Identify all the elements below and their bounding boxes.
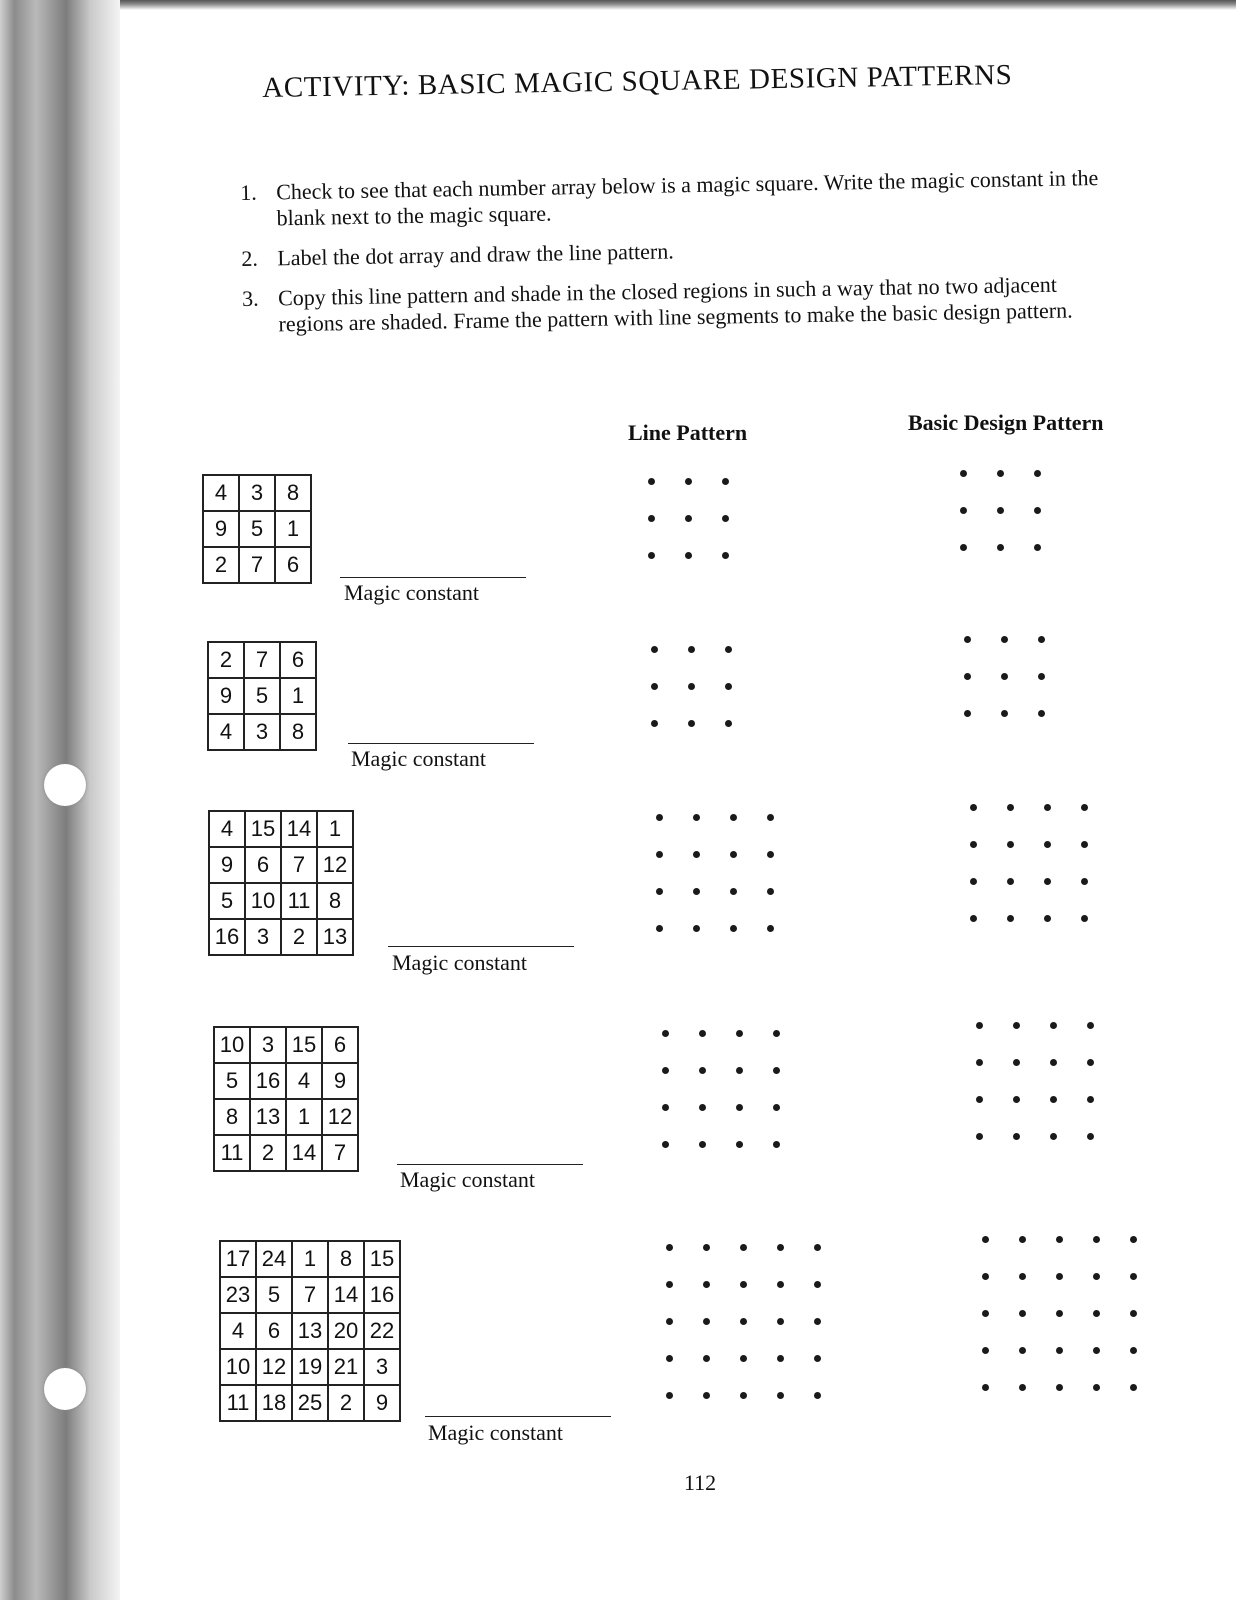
grid-dot [666, 1355, 673, 1362]
magic-square-cell: 12 [322, 1099, 358, 1135]
magic-square-cell: 15 [286, 1027, 322, 1063]
grid-dot [814, 1244, 821, 1251]
magic-square-cell: 8 [275, 475, 311, 511]
grid-dot [960, 544, 967, 551]
grid-dot [1019, 1347, 1026, 1354]
magic-square-cell: 2 [328, 1385, 364, 1421]
grid-dot [693, 851, 700, 858]
magic-constant-label: Magic constant [344, 580, 480, 605]
grid-dot [1038, 673, 1045, 680]
grid-dot [740, 1355, 747, 1362]
grid-dot [699, 1030, 706, 1037]
grid-dot [773, 1030, 780, 1037]
magic-square-cell: 6 [256, 1313, 292, 1349]
magic-square-cell: 1 [286, 1099, 322, 1135]
grid-dot [699, 1067, 706, 1074]
grid-dot [1093, 1236, 1100, 1243]
grid-dot [1007, 878, 1014, 885]
magic-square-cell: 8 [317, 883, 353, 919]
instruction-number: 2. [241, 245, 259, 271]
magic-square-cell: 5 [239, 511, 275, 547]
grid-dot [1001, 673, 1008, 680]
grid-dot [651, 646, 658, 653]
punch-hole [44, 1368, 86, 1410]
magic-square-row [208, 714, 316, 750]
line-pattern-header: Line Pattern [628, 420, 748, 445]
magic-constant-blank[interactable] [397, 1164, 583, 1165]
grid-dot [997, 544, 1004, 551]
grid-dot [814, 1355, 821, 1362]
grid-dot [1044, 841, 1051, 848]
grid-dot [960, 470, 967, 477]
grid-dot [656, 888, 663, 895]
magic-square-cell: 6 [280, 642, 316, 678]
grid-dot [1081, 841, 1088, 848]
magic-square-row [208, 642, 316, 678]
instruction-item [241, 231, 1101, 272]
grid-dot [1044, 804, 1051, 811]
grid-dot [725, 646, 732, 653]
grid-dot [1081, 915, 1088, 922]
magic-square-cell: 1 [275, 511, 311, 547]
grid-dot [730, 925, 737, 932]
instruction-text: Label the dot array and draw the line pattern. [277, 238, 674, 271]
magic-square-cell: 10 [245, 883, 281, 919]
page-title: ACTIVITY: BASIC MAGIC SQUARE DESIGN PATTERNS [262, 58, 1013, 104]
grid-dot [1130, 1273, 1137, 1280]
grid-dot [982, 1347, 989, 1354]
magic-square-row [203, 511, 311, 547]
grid-dot [685, 552, 692, 559]
grid-dot [648, 515, 655, 522]
magic-constant-blank[interactable] [340, 577, 526, 578]
grid-dot [699, 1104, 706, 1111]
magic-square-cell: 18 [256, 1385, 292, 1421]
grid-dot [976, 1133, 983, 1140]
grid-dot [1056, 1384, 1063, 1391]
grid-dot [982, 1384, 989, 1391]
grid-dot [982, 1273, 989, 1280]
magic-square-cell: 7 [244, 642, 280, 678]
magic-square-cell: 24 [256, 1241, 292, 1277]
grid-dot [725, 683, 732, 690]
magic-square-cell: 19 [292, 1349, 328, 1385]
magic-square-cell: 1 [280, 678, 316, 714]
grid-dot [1093, 1273, 1100, 1280]
grid-dot [767, 851, 774, 858]
grid-dot [997, 507, 1004, 514]
grid-dot [703, 1318, 710, 1325]
grid-dot [688, 646, 695, 653]
magic-square-cell: 14 [328, 1277, 364, 1313]
magic-constant-blank[interactable] [388, 946, 574, 947]
magic-constant-blank[interactable] [348, 743, 534, 744]
grid-dot [1007, 804, 1014, 811]
magic-square-cell: 16 [364, 1277, 400, 1313]
magic-square-row [209, 883, 353, 919]
grid-dot [693, 888, 700, 895]
grid-dot [777, 1281, 784, 1288]
grid-dot [688, 720, 695, 727]
magic-square-cell: 4 [209, 811, 245, 847]
grid-dot [666, 1392, 673, 1399]
grid-dot [651, 720, 658, 727]
grid-dot [1019, 1310, 1026, 1317]
magic-square-cell: 8 [214, 1099, 250, 1135]
magic-square-cell: 14 [281, 811, 317, 847]
grid-dot [703, 1244, 710, 1251]
grid-dot [1056, 1273, 1063, 1280]
magic-square-cell: 5 [256, 1277, 292, 1313]
grid-dot [1001, 710, 1008, 717]
magic-square-cell: 16 [250, 1063, 286, 1099]
grid-dot [1056, 1310, 1063, 1317]
grid-dot [662, 1067, 669, 1074]
magic-square-cell: 4 [286, 1063, 322, 1099]
magic-square-cell: 9 [209, 847, 245, 883]
grid-dot [730, 888, 737, 895]
instruction-number: 1. [240, 179, 257, 205]
magic-square-cell: 16 [209, 919, 245, 955]
grid-dot [976, 1059, 983, 1066]
grid-dot [970, 841, 977, 848]
magic-square-cell: 3 [364, 1349, 400, 1385]
grid-dot [730, 814, 737, 821]
grid-dot [1056, 1236, 1063, 1243]
grid-dot [685, 478, 692, 485]
magic-square-row [220, 1313, 400, 1349]
instruction-item [242, 271, 1103, 338]
grid-dot [703, 1392, 710, 1399]
grid-dot [1007, 841, 1014, 848]
magic-square-row [220, 1385, 400, 1421]
magic-square-3x3-b [207, 641, 317, 751]
grid-dot [1081, 878, 1088, 885]
magic-square-cell: 8 [280, 714, 316, 750]
grid-dot [960, 507, 967, 514]
magic-square-cell: 4 [220, 1313, 256, 1349]
grid-dot [997, 470, 1004, 477]
instruction-text: Check to see that each number array below is a magic square. Write the magic constant in the blank next to the magic square. [275, 165, 1099, 231]
grid-dot [1050, 1059, 1057, 1066]
magic-square-cell: 2 [250, 1135, 286, 1171]
grid-dot [964, 673, 971, 680]
magic-square-cell: 23 [220, 1277, 256, 1313]
magic-square-cell: 9 [322, 1063, 358, 1099]
grid-dot [970, 915, 977, 922]
grid-dot [740, 1318, 747, 1325]
magic-square-row [209, 847, 353, 883]
grid-dot [767, 888, 774, 895]
magic-square-cell: 15 [364, 1241, 400, 1277]
magic-square-cell: 7 [292, 1277, 328, 1313]
instructions-list [240, 165, 1103, 352]
grid-dot [1081, 804, 1088, 811]
magic-square-cell: 1 [317, 811, 353, 847]
magic-square-cell: 14 [286, 1135, 322, 1171]
magic-square-cell: 9 [208, 678, 244, 714]
magic-square-cell: 11 [281, 883, 317, 919]
grid-dot [814, 1318, 821, 1325]
grid-dot [777, 1392, 784, 1399]
grid-dot [736, 1030, 743, 1037]
basic-design-pattern-header: Basic Design Pattern [908, 410, 1104, 435]
magic-square-cell: 13 [250, 1099, 286, 1135]
grid-dot [964, 636, 971, 643]
magic-constant-blank[interactable] [425, 1416, 611, 1417]
grid-dot [730, 851, 737, 858]
magic-square-cell: 3 [244, 714, 280, 750]
magic-square-row [203, 547, 311, 583]
grid-dot [722, 478, 729, 485]
instruction-text: Copy this line pattern and shade in the closed regions in such a way that no two adjacent regions are shaded. Frame the pattern with line segments to make the basic design pattern. [277, 271, 1073, 337]
grid-dot [1044, 915, 1051, 922]
grid-dot [740, 1392, 747, 1399]
magic-square-4x4-a [208, 810, 354, 956]
magic-square-cell: 4 [208, 714, 244, 750]
magic-square-cell: 15 [245, 811, 281, 847]
grid-dot [1001, 636, 1008, 643]
magic-square-cell: 6 [275, 547, 311, 583]
magic-square-row [214, 1027, 358, 1063]
grid-dot [703, 1281, 710, 1288]
grid-dot [773, 1067, 780, 1074]
grid-dot [693, 925, 700, 932]
magic-square-cell: 4 [203, 475, 239, 511]
binder-edge-top [0, 0, 1236, 10]
magic-square-row [203, 475, 311, 511]
magic-square-cell: 6 [322, 1027, 358, 1063]
magic-square-cell: 10 [220, 1349, 256, 1385]
magic-square-row [214, 1099, 358, 1135]
grid-dot [1034, 544, 1041, 551]
magic-square-row [214, 1063, 358, 1099]
magic-square-row [220, 1349, 400, 1385]
grid-dot [1050, 1096, 1057, 1103]
grid-dot [1034, 507, 1041, 514]
magic-square-cell: 3 [250, 1027, 286, 1063]
grid-dot [740, 1244, 747, 1251]
page-number: 112 [684, 1470, 717, 1495]
magic-square-cell: 5 [214, 1063, 250, 1099]
grid-dot [688, 683, 695, 690]
grid-dot [1019, 1384, 1026, 1391]
magic-square-cell: 1 [292, 1241, 328, 1277]
grid-dot [1087, 1022, 1094, 1029]
magic-square-row [220, 1277, 400, 1313]
magic-square-cell: 3 [239, 475, 275, 511]
magic-square-5x5 [219, 1240, 401, 1422]
grid-dot [648, 552, 655, 559]
magic-square-cell: 25 [292, 1385, 328, 1421]
grid-dot [648, 478, 655, 485]
grid-dot [666, 1281, 673, 1288]
grid-dot [1087, 1059, 1094, 1066]
magic-constant-label: Magic constant [428, 1420, 564, 1445]
grid-dot [740, 1281, 747, 1288]
grid-dot [736, 1067, 743, 1074]
magic-square-row [208, 678, 316, 714]
grid-dot [1019, 1273, 1026, 1280]
grid-dot [736, 1104, 743, 1111]
grid-dot [1130, 1310, 1137, 1317]
grid-dot [970, 804, 977, 811]
magic-square-row [209, 811, 353, 847]
magic-square-cell: 10 [214, 1027, 250, 1063]
grid-dot [1130, 1347, 1137, 1354]
magic-square-cell: 11 [220, 1385, 256, 1421]
punch-hole [44, 764, 86, 806]
grid-dot [767, 925, 774, 932]
grid-dot [970, 878, 977, 885]
magic-square-cell: 13 [317, 919, 353, 955]
grid-dot [982, 1310, 989, 1317]
grid-dot [662, 1141, 669, 1148]
grid-dot [1013, 1022, 1020, 1029]
grid-dot [685, 515, 692, 522]
instruction-number: 3. [241, 285, 259, 311]
magic-constant-label: Magic constant [392, 950, 528, 975]
grid-dot [703, 1355, 710, 1362]
magic-constant-label: Magic constant [351, 746, 487, 771]
magic-square-cell: 7 [322, 1135, 358, 1171]
grid-dot [656, 925, 663, 932]
magic-square-3x3-a [202, 474, 312, 584]
grid-dot [1019, 1236, 1026, 1243]
grid-dot [1038, 636, 1045, 643]
grid-dot [777, 1244, 784, 1251]
grid-dot [1050, 1022, 1057, 1029]
magic-square-cell: 12 [256, 1349, 292, 1385]
magic-square-cell: 2 [203, 547, 239, 583]
magic-square-row [220, 1241, 400, 1277]
grid-dot [651, 683, 658, 690]
magic-constant-label: Magic constant [400, 1167, 536, 1192]
magic-square-cell: 20 [328, 1313, 364, 1349]
magic-square-4x4-b [213, 1026, 359, 1172]
grid-dot [1056, 1347, 1063, 1354]
grid-dot [976, 1096, 983, 1103]
magic-square-cell: 3 [245, 919, 281, 955]
grid-dot [1130, 1384, 1137, 1391]
magic-square-cell: 7 [281, 847, 317, 883]
grid-dot [1050, 1133, 1057, 1140]
grid-dot [1044, 878, 1051, 885]
magic-square-cell: 9 [364, 1385, 400, 1421]
grid-dot [1013, 1096, 1020, 1103]
grid-dot [1087, 1096, 1094, 1103]
grid-dot [1034, 470, 1041, 477]
magic-square-cell: 17 [220, 1241, 256, 1277]
magic-square-cell: 12 [317, 847, 353, 883]
grid-dot [736, 1141, 743, 1148]
grid-dot [773, 1141, 780, 1148]
grid-dot [1038, 710, 1045, 717]
grid-dot [693, 814, 700, 821]
magic-square-cell: 13 [292, 1313, 328, 1349]
magic-square-cell: 11 [214, 1135, 250, 1171]
magic-square-cell: 2 [281, 919, 317, 955]
magic-square-cell: 21 [328, 1349, 364, 1385]
grid-dot [666, 1318, 673, 1325]
grid-dot [777, 1318, 784, 1325]
grid-dot [964, 710, 971, 717]
magic-square-cell: 7 [239, 547, 275, 583]
grid-dot [1130, 1236, 1137, 1243]
grid-dot [1093, 1347, 1100, 1354]
grid-dot [656, 814, 663, 821]
grid-dot [722, 515, 729, 522]
grid-dot [656, 851, 663, 858]
instruction-item [240, 165, 1101, 232]
magic-square-cell: 6 [245, 847, 281, 883]
grid-dot [814, 1281, 821, 1288]
grid-dot [773, 1104, 780, 1111]
grid-dot [1013, 1133, 1020, 1140]
magic-square-cell: 2 [208, 642, 244, 678]
grid-dot [662, 1030, 669, 1037]
magic-square-row [214, 1135, 358, 1171]
grid-dot [767, 814, 774, 821]
magic-square-cell: 9 [203, 511, 239, 547]
grid-dot [722, 552, 729, 559]
grid-dot [982, 1236, 989, 1243]
grid-dot [666, 1244, 673, 1251]
grid-dot [662, 1104, 669, 1111]
grid-dot [1087, 1133, 1094, 1140]
grid-dot [1013, 1059, 1020, 1066]
magic-square-row [209, 919, 353, 955]
magic-square-cell: 5 [209, 883, 245, 919]
grid-dot [777, 1355, 784, 1362]
magic-square-cell: 5 [244, 678, 280, 714]
grid-dot [1093, 1384, 1100, 1391]
magic-square-cell: 8 [328, 1241, 364, 1277]
grid-dot [814, 1392, 821, 1399]
magic-square-cell: 22 [364, 1313, 400, 1349]
grid-dot [1093, 1310, 1100, 1317]
grid-dot [725, 720, 732, 727]
grid-dot [699, 1141, 706, 1148]
grid-dot [976, 1022, 983, 1029]
grid-dot [1007, 915, 1014, 922]
